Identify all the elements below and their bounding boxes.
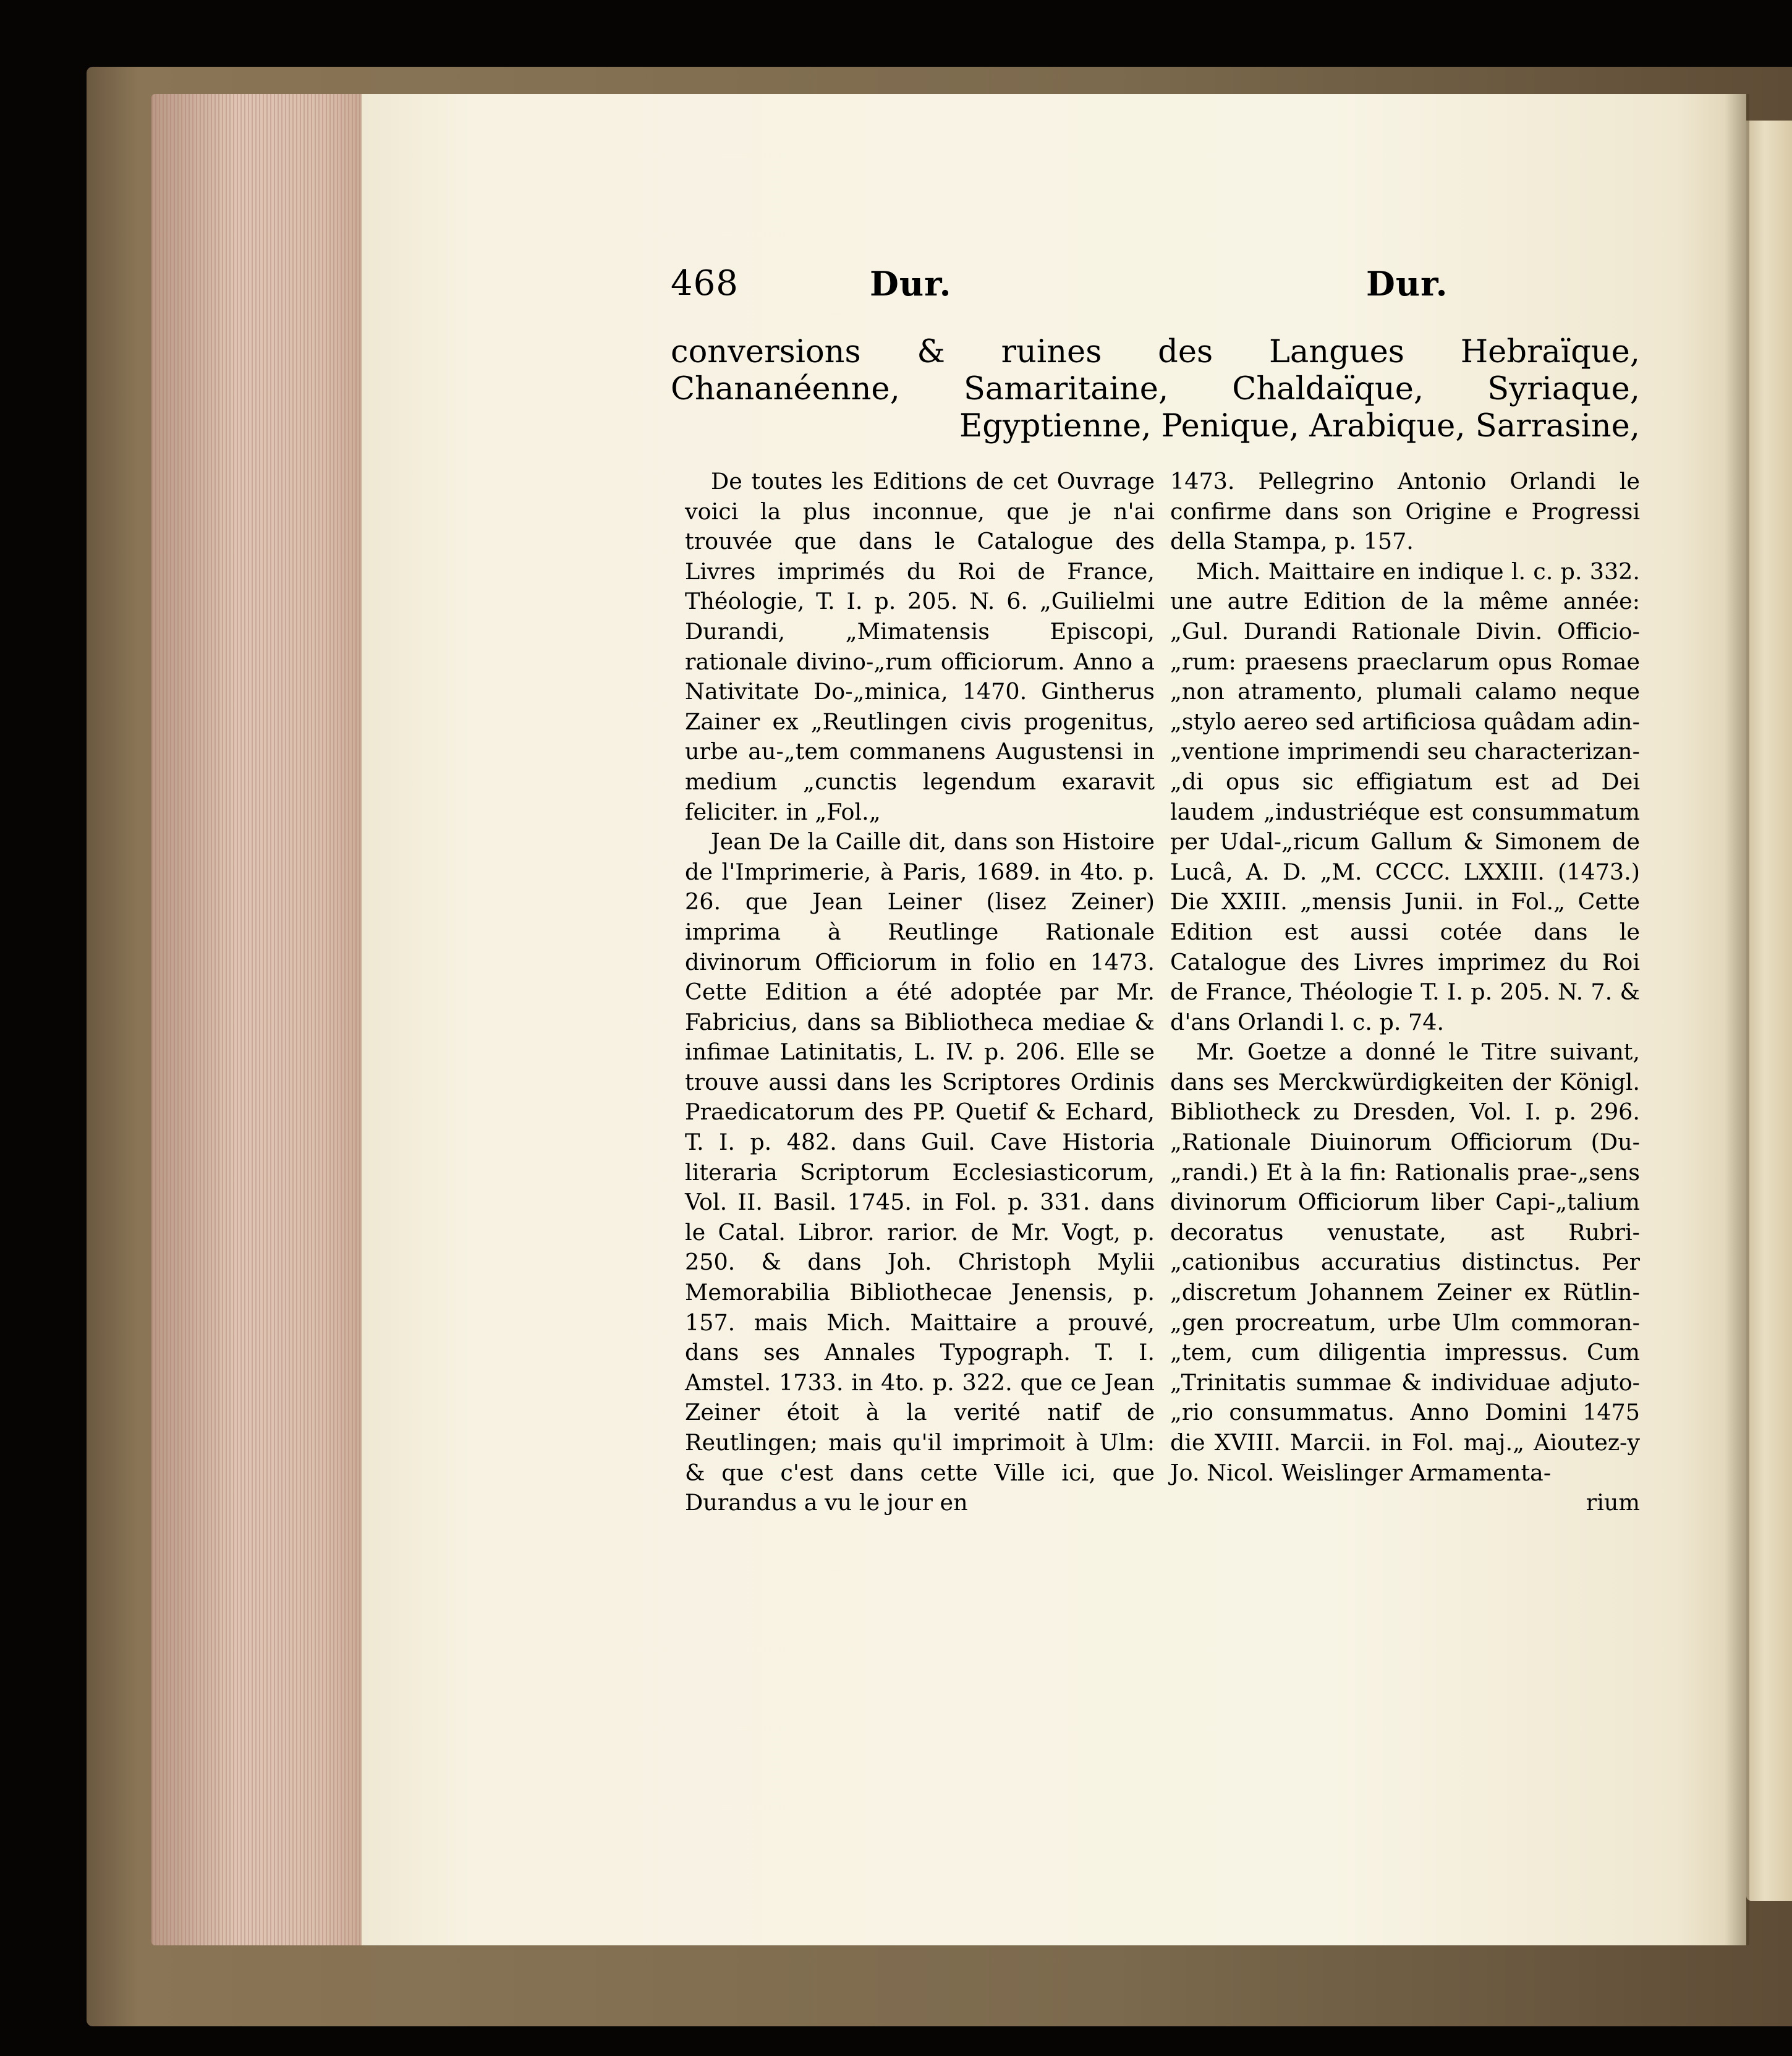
title-continuation: conversions & ruines des Langues Hebraïque, Chananéenne, Samaritaine, Chaldaïque, Syriaque, Egyptienne, Penique, Arabique, Sarrasine, xyxy=(671,334,1640,444)
gutter-shadow xyxy=(1725,94,1749,1945)
paragraph: Mich. Maittaire en indique l. c. p. 332. une autre Edition de la même année: „Gul. Durandi Rationale Divin. Officio-„rum: praesens praeclarum opus Romae „non atramento, plumali calamo neque „stylo aereo sed artificiosa quâdam adin-„ventione imprimendi seu characterizan-„di opus sic effigiatum est ad Dei laudem „industriéque est consummatum per Udal-„ricum Gallum & Simonem de Lucâ, A. D. „M. CCCC. LXXIII. (1473.) Die XXIII. „mensis Junii. in Fol.„ Cette Edition est aussi cotée dans le Catalogue des Livres imprimez du Roi de France, Théologie T. I. p. 205. N. 7. & d'ans Orlandi l. c. p. 74. xyxy=(1170,558,1640,1035)
left-column xyxy=(685,467,1155,1518)
paragraph: Jean De la Caille dit, dans son Histoire de l'Imprimerie, à Paris, 1689. in 4to. p. 26. que Jean Leiner (lisez Zeiner) imprima à Reutlinge Rationale divinorum Officiorum in folio en 1473. Cette Edition a été adoptée par Mr. Fabricius, dans sa Bibliotheca mediae & infimae Latinitatis, L. IV. p. 206. Elle se trouve aussi dans les Scriptores Ordinis Praedicatorum des PP. Quetif & Echard, T. I. p. 482. dans Guil. Cave Historia literaria Scriptorum Ecclesiasticorum, Vol. II. Basil. 1745. in Fol. p. 331. dans le Catal. Libror. rarior. de Mr. Vogt, p. 250. & dans Joh. Christoph Mylii Memorabilia Bibliothecae Jenensis, p. 157. mais Mich. Maittaire a prouvé, dans ses Annales Typograph. T. I. Amstel. 1733. in 4to. p. 322. que ce Jean Zeiner étoit à la verité natif de Reutlingen; mais qu'il imprimoit à Ulm: & que c'est dans cette Ville ici, que Durandus a vu le jour en xyxy=(685,828,1155,1516)
facing-page-edge xyxy=(1746,121,1792,1901)
page-block-edges xyxy=(151,94,365,1945)
paragraph: De toutes les Editions de cet Ouvrage voici la plus inconnue, que je n'ai trouvée que dans le Catalogue des Livres imprimés du Roi de France, Théologie, T. I. p. 205. N. 6. „Guilielmi Durandi, „Mimatensis Episcopi, rationale divino-„rum officiorum. Anno a Nativitate Do-„minica, 1470. Gintherus Zainer ex „Reutlingen civis progenitus, urbe au-„tem commanens Augustensi in medium „cunctis legendum exaravit feliciter. in „Fol.„ xyxy=(685,468,1155,825)
paragraph: Mr. Goetze a donné le Titre suivant, dans ses Merckwürdigkeiten der Königl. Bibliotheck zu Dresden, Vol. I. p. 296. „Rationale Diuinorum Officiorum (Du-„randi.) Et à la fin: Rationalis prae-„sens divinorum Officiorum liber Capi-„talium decoratus venustate, ast Rubri-„cationibus accuratius distinctus. Per „discretum Johannem Zeiner ex Rütlin-„gen procreatum, urbe Ulm commoran-„tem, cum diligentia impressus. Cum „Trinitatis summae & individuae adjuto-„rio consummatus. Anno Domini 1475 die XVIII. Marcii. in Fol. maj.„ Aioutez-y Jo. Nicol. Weislinger Armamenta- xyxy=(1170,1039,1640,1486)
running-head-left: Dur. xyxy=(870,264,952,304)
right-column xyxy=(1170,467,1640,1518)
catchword: rium xyxy=(1586,1489,1640,1516)
paragraph: 1473. Pellegrino Antonio Orlandi le confirme dans son Origine e Progressi della Stampa, p. 157. xyxy=(1170,468,1640,555)
running-head-right: Dur. xyxy=(1366,264,1448,304)
page-number: 468 xyxy=(671,263,739,304)
